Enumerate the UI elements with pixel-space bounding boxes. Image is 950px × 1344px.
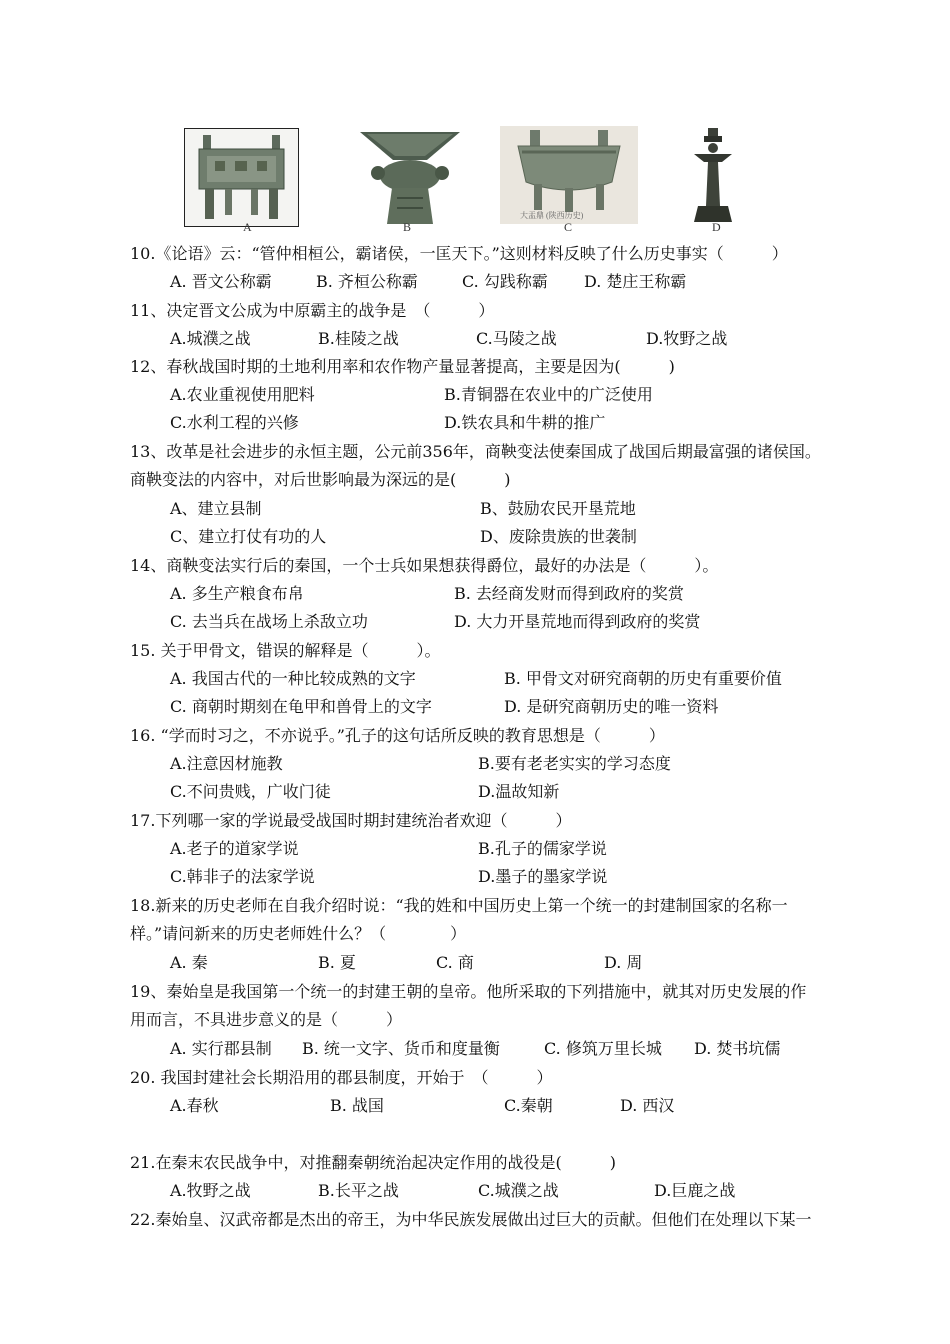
image-a-label: A [243,220,252,234]
q15-option-c: C. 商朝时期刻在龟甲和兽骨上的文字 [170,697,432,716]
q20-option-a: A.春秋 [170,1096,219,1115]
q13-option-c: C、建立打仗有功的人 [170,527,327,546]
q21-option-b: B.长平之战 [318,1181,399,1200]
q20-option-c: C.秦朝 [504,1096,553,1115]
q19-option-a: A. 实行郡县制 [170,1039,272,1058]
q18-option-d: D. 周 [604,953,643,972]
q19-option-b: B. 统一文字、货币和度量衡 [302,1039,500,1058]
q20-option-d: D. 西汉 [620,1096,675,1115]
question-15: 15. 关于甲骨文，错误的解释是（ ）。 [130,641,441,660]
question-16: 16. “学而时习之，不亦说乎。”孔子的这句话所反映的教育思想是（ ） [130,726,665,745]
q10-option-d: D. 楚庄王称霸 [584,272,687,291]
question-10: 10.《论语》云：“管仲相桓公，霸诸侯，一匡天下。”这则材料反映了什么历史事实（ ） [130,244,788,263]
question-14: 14、商鞅变法实行后的秦国，一个士兵如果想获得爵位，最好的办法是（ ）。 [130,556,719,575]
question-13-cont: 商鞅变法的内容中，对后世影响最为深远的是( ) [130,470,511,489]
q14-option-a: A. 多生产粮食布帛 [170,584,304,603]
q21-option-c: C.城濮之战 [478,1181,559,1200]
q16-option-d: D.温故知新 [478,782,560,801]
q11-option-b: B.桂陵之战 [318,329,399,348]
image-c-caption: 大盂鼎 (陕西历史) [520,211,584,220]
question-21: 21.在秦末农民战争中，对推翻秦朝统治起决定作用的战役是( ) [130,1153,616,1172]
image-b-label: B [403,220,412,234]
question-17: 17.下列哪一家的学说最受战国时期封建统治者欢迎（ ） [130,811,572,830]
q17-option-d: D.墨子的墨家学说 [478,867,608,886]
q12-option-c: C.水利工程的兴修 [170,413,299,432]
question-22: 22.秦始皇、汉武帝都是杰出的帝王，为中华民族发展做出过巨大的贡献。但他们在处理以下某一 [130,1210,812,1229]
q11-option-c: C.马陵之战 [476,329,557,348]
q10-option-c: C. 勾践称霸 [462,272,548,291]
q11-option-a: A.城濮之战 [170,329,251,348]
q19-option-d: D. 焚书坑儒 [694,1039,781,1058]
question-18: 18.新来的历史老师在自我介绍时说：“我的姓和中国历史上第一个统一的封建制国家的名称一 [130,896,788,915]
question-20: 20. 我国封建社会长期沿用的郡县制度，开始于 （ ） [130,1068,553,1087]
q19-option-c: C. 修筑万里长城 [544,1039,662,1058]
q16-option-c: C.不问贵贱，广收门徒 [170,782,331,801]
q15-option-d: D. 是研究商朝历史的唯一资料 [504,697,719,716]
q14-option-d: D. 大力开垦荒地而得到政府的奖赏 [454,612,701,631]
q13-option-a: A、建立县制 [170,499,262,518]
q21-option-d: D.巨鹿之战 [654,1181,736,1200]
question-19-cont: 用而言，不具进步意义的是（ ） [130,1010,403,1029]
q16-option-b: B.要有老老实实的学习态度 [478,754,671,773]
q15-option-b: B. 甲骨文对研究商朝的历史有重要价值 [504,669,782,688]
q17-option-c: C.韩非子的法家学说 [170,867,315,886]
image-d-label: D [712,220,721,234]
question-13: 13、改革是社会进步的永恒主题，公元前356年，商鞅变法使秦国成了战国后期最富强的诸侯国。 [130,442,821,461]
q21-option-a: A.牧野之战 [170,1181,251,1200]
q13-option-b: B、鼓励农民开垦荒地 [480,499,636,518]
question-11: 11、决定晋文公成为中原霸主的战争是 （ ） [130,301,495,320]
q12-option-a: A.农业重视使用肥料 [170,385,315,404]
image-c-label: C [564,220,573,234]
q20-option-b: B. 战国 [330,1096,384,1115]
q13-option-d: D、废除贵族的世袭制 [480,527,637,546]
artifact-images-row [0,120,950,235]
q15-option-a: A. 我国古代的一种比较成熟的文字 [170,669,416,688]
q12-option-d: D.铁农具和牛耕的推广 [444,413,606,432]
question-19: 19、秦始皇是我国第一个统一的封建王朝的皇帝。他所采取的下列措施中，就其对历史发展的作 [130,982,807,1001]
image-c-tripod-ding [500,126,638,224]
q14-option-b: B. 去经商发财而得到政府的奖赏 [454,584,684,603]
q11-option-d: D.牧野之战 [646,329,728,348]
image-b-zun-vessel [355,128,465,228]
image-d-bronze-figure [688,126,738,226]
q14-option-c: C. 去当兵在战场上杀敌立功 [170,612,368,631]
q12-option-b: B.青铜器在农业中的广泛使用 [444,385,653,404]
q16-option-a: A.注意因材施教 [170,754,283,773]
q18-option-b: B. 夏 [318,953,356,972]
q18-option-a: A. 秦 [170,953,208,972]
q18-option-c: C. 商 [436,953,474,972]
q17-option-b: B.孔子的儒家学说 [478,839,607,858]
q10-option-a: A. 晋文公称霸 [170,272,272,291]
q17-option-a: A.老子的道家学说 [170,839,299,858]
image-a-square-ding [184,128,299,227]
q10-option-b: B. 齐桓公称霸 [316,272,418,291]
question-18-cont: 样。”请问新来的历史老师姓什么？（ ） [130,924,467,943]
question-12: 12、春秋战国时期的土地利用率和农作物产量显著提高，主要是因为( ) [130,357,675,376]
